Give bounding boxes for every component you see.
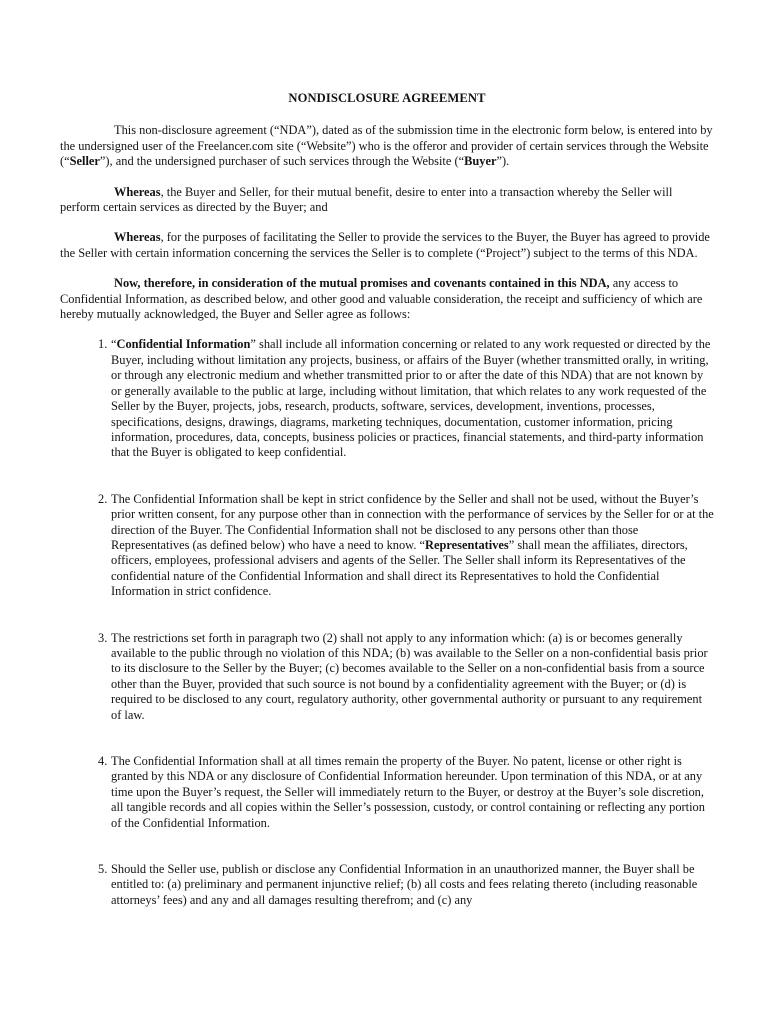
clause-text-continued: ” shall mean the affiliates, directors, officers, employees, professional advisers and agents of the Seller. The Seller shall inform its Representatives of the confidential nature of the Confidential Information and shall direct its Representatives to hold the Confidential Information in strict confidence.: [111, 537, 688, 599]
now-therefore-paragraph: [60, 276, 714, 322]
confidential-information-term: Confidential Information: [116, 337, 251, 352]
seller-term: Seller: [69, 154, 100, 169]
whereas-paragraph-1: [60, 185, 714, 216]
clause-item-5: [60, 862, 714, 908]
document-title: NONDISCLOSURE AGREEMENT: [288, 91, 486, 105]
clause-item-4: [60, 754, 714, 831]
representatives-term: Representatives: [425, 537, 509, 552]
clause-text-open: “: [111, 337, 117, 352]
whereas-lead-2: Whereas: [114, 230, 161, 245]
clause-number: 1.: [98, 337, 108, 352]
clause-item-2: [60, 492, 714, 600]
clause-item-1: [60, 337, 714, 460]
clause-text: Should the Seller use, publish or disclose any Confidential Information in an unauthorized manner, the Buyer shall be entitled to: (a) preliminary and permanent injunctive relief; (b) all costs and fees relating thereto (including reasonable attorneys’ fees) and any and all damages resulting therefrom; and (c) any: [111, 862, 698, 907]
intro-text-middle: ”), and the undersigned purchaser of such services through the Website (“: [99, 154, 465, 169]
clause-text: ” shall include all information concerning or related to any work requested or directed by the Buyer, including without limitation any projects, business, or affairs of the Buyer (whether transmitted orally, in writing, or through any electronic medium and whether transmitted prior to or after the date of this NDA) that are not known by or generally available to the public at large, including without limitation, that which relates to any work requested of the Seller by the Buyer, projects, jobs, research, products, software, services, development, inventions, processes, specifications, designs, drawings, diagrams, marketing techniques, documentation, customer information, pricing information, procedures, data, concepts, business policies or practices, financial statements, and third-party information that the Buyer is obligated to keep confidential.: [111, 337, 711, 460]
clause-number: 2.: [98, 491, 108, 506]
intro-text: This non-disclosure agreement (“NDA”), dated as of the submission time in the electronic form below, is entered into by the undersigned user of the Freelancer.com site (“Website”) who is the offeror and provider of certain services through the Website (“: [60, 123, 713, 169]
clause-text: The Confidential Information shall be kept in strict confidence by the Seller and shall not be used, without the Buyer’s prior written consent, for any purpose other than in connection with the performance of services by the Seller for or at the direction of the Buyer. The Confidential Information shall not be disclosed to any persons other than those Representatives (as defined below) who have a need to know. “: [111, 491, 714, 552]
whereas-paragraph-2: [60, 230, 714, 261]
clause-text: The Confidential Information shall at all times remain the property of the Buyer. No patent, license or other right is granted by this NDA or any disclosure of Confidential Information hereunder. Upon termination of this NDA, or at any time upon the Buyer’s request, the Seller will immediately return to the Buyer, or destroy at the Buyer’s sole discretion, all tangible records and all copies within the Seller’s possession, custody, or control containing or reflecting any portion of the Confidential Information.: [111, 754, 705, 830]
now-therefore-lead: Now, therefore, in consideration of the mutual promises and covenants contained in this NDA,: [114, 276, 610, 291]
clause-number: 5.: [98, 862, 108, 877]
clause-text: The restrictions set forth in paragraph two (2) shall not apply to any information which: (a) is or becomes generally available to the public through no violation of this NDA; (b) was available to the Seller on a non-confidential basis prior to its disclosure to the Seller by the Buyer; (c) becomes available to the Seller on a non-confidential basis from a source other than the Buyer, provided that such source is not bound by a confidentiality agreement with the Buyer; or (d) is required to be disclosed to any court, regulatory authority, other governmental authority or pursuant to any requirement of law.: [111, 630, 708, 722]
now-therefore-text: any access to Confidential Information, as described below, and other good and valuable consideration, the receipt and sufficiency of which are hereby mutually acknowledged, the Buyer and Seller agree as follows:: [60, 276, 703, 322]
whereas-text-2: , for the purposes of facilitating the Seller to provide the services to the Buyer, the Buyer has agreed to provide the Seller with certain information concerning the services the Seller is to complete (“Project”) subject to the terms of this NDA.: [60, 230, 710, 260]
buyer-term: Buyer: [464, 154, 497, 169]
intro-paragraph: [60, 123, 714, 169]
clause-list: [60, 337, 714, 908]
clause-item-3: [60, 631, 714, 723]
intro-text-end: ”).: [496, 154, 510, 169]
clause-number: 3.: [98, 630, 108, 645]
whereas-lead-1: Whereas: [114, 184, 161, 199]
clause-number: 4.: [98, 754, 108, 768]
whereas-text-1: , the Buyer and Seller, for their mutual benefit, desire to enter into a transaction whereby the Seller will perform certain services as directed by the Buyer; and: [60, 184, 673, 215]
